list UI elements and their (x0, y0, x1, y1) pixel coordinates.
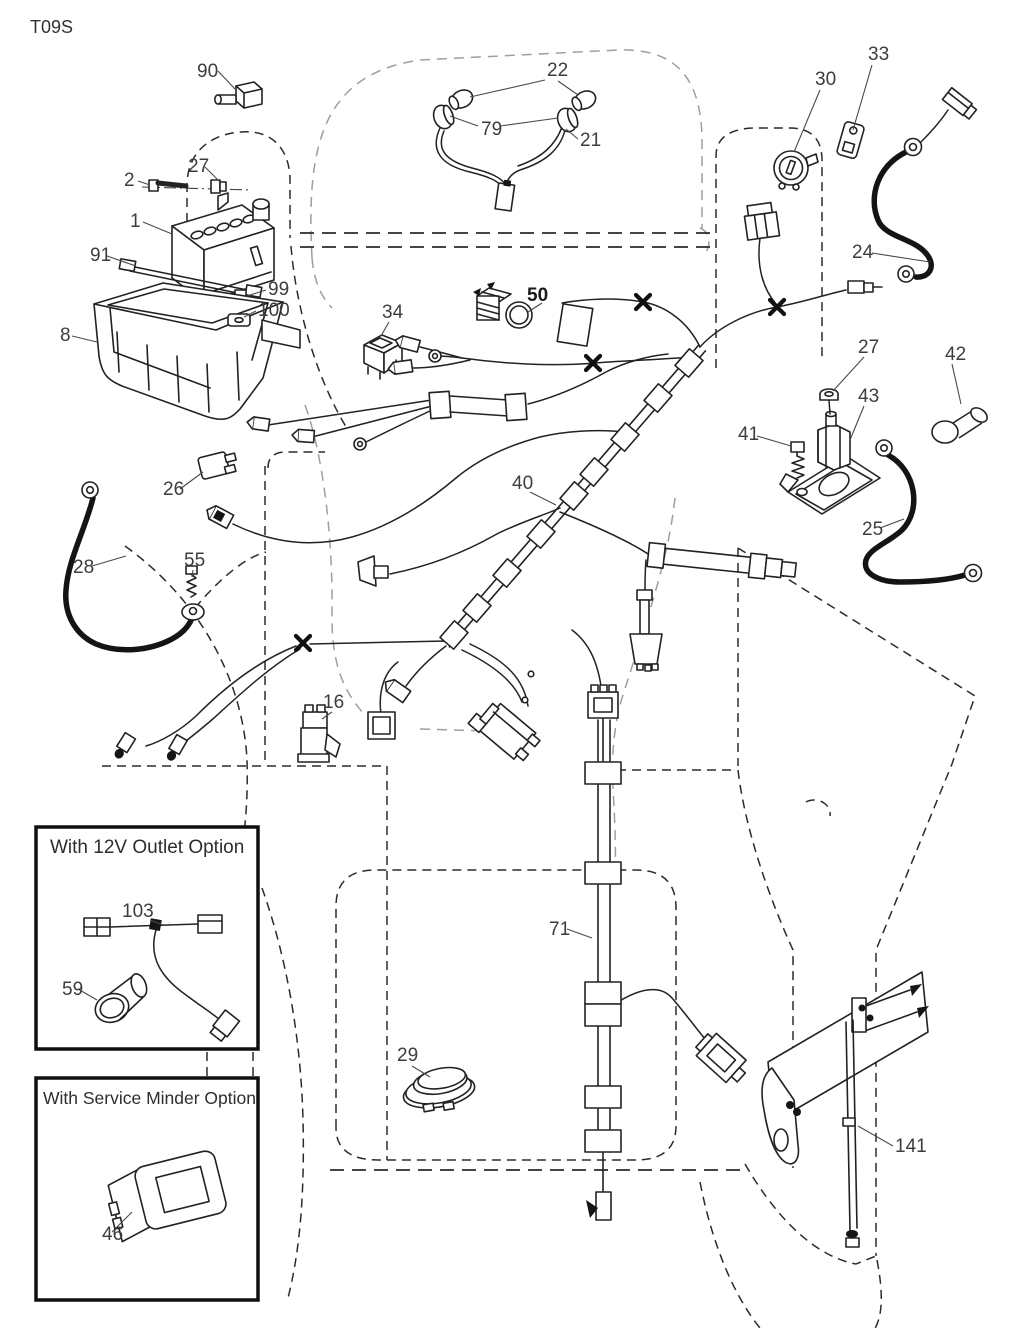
callout-34: 34 (382, 302, 404, 323)
callout-41: 41 (738, 424, 760, 445)
fuse-26 (198, 449, 239, 479)
callout-99: 99 (268, 279, 290, 300)
plug-g (358, 556, 388, 586)
outlet-option-box (36, 827, 258, 1049)
headlight-assembly (430, 87, 598, 211)
callout-59: 59 (62, 979, 84, 1000)
battery-bracket (218, 193, 228, 210)
callout-30: 30 (815, 69, 837, 90)
small-plug-right (848, 281, 882, 293)
diagram-title: T09S (30, 17, 74, 37)
callout-16: 16 (323, 692, 345, 713)
interlock-switch-16 (298, 705, 340, 762)
service-minder-option-box (36, 1078, 258, 1300)
sensor-connector (630, 590, 662, 671)
callout-26: 26 (163, 479, 185, 500)
rod-assembly-141 (762, 972, 929, 1247)
callout-1: 1 (130, 211, 141, 232)
inline-fuse-2 (647, 543, 797, 582)
callout-46: 46 (102, 1224, 124, 1245)
callout-27b: 27 (858, 337, 880, 358)
harness-71 (585, 685, 621, 1220)
relay-50 (473, 282, 532, 328)
callout-40: 40 (512, 473, 534, 494)
solenoid-bolt-41 (791, 442, 804, 478)
callout-91: 91 (90, 245, 112, 266)
connector-f (692, 1029, 752, 1087)
plug-e (204, 503, 234, 528)
fuel-cap-29 (400, 1063, 478, 1117)
tag-plate (557, 304, 593, 346)
callout-8: 8 (60, 325, 71, 346)
ground-cable-25 (865, 440, 981, 582)
dash-connector (743, 202, 779, 240)
battery-box-bracket (262, 320, 300, 348)
harness-clips (440, 349, 703, 649)
callout-141: 141 (895, 1136, 927, 1157)
solenoid-nut-27 (820, 389, 838, 400)
callout-29: 29 (397, 1045, 419, 1066)
seat-switch-connector (468, 696, 542, 766)
callout-2: 2 (124, 170, 135, 191)
probe-terminal-1 (111, 733, 135, 761)
connector-90 (215, 82, 262, 108)
hood-outline (311, 50, 702, 258)
probe-terminal-2 (164, 735, 187, 764)
callout-43: 43 (858, 386, 880, 407)
callout-33: 33 (868, 44, 890, 65)
headlight-bulb-right (570, 88, 599, 114)
battery-nut (211, 180, 226, 193)
console-left-outline (305, 405, 364, 714)
ignition-key (836, 121, 865, 159)
console-right-outline (612, 498, 675, 870)
connector-d (368, 712, 395, 739)
callout-55: 55 (184, 550, 206, 571)
callout-42: 42 (945, 344, 967, 365)
headlight-bulb-left (447, 87, 476, 113)
callout-22: 22 (547, 60, 569, 81)
terminal-boot-42 (932, 405, 990, 443)
callout-90: 90 (197, 61, 219, 82)
callout-50: 50 (527, 285, 549, 306)
service-minder-title: With Service Minder Option (43, 1088, 256, 1108)
rear-fender-outline (738, 548, 975, 1264)
main-harness (440, 345, 705, 649)
callout-27a: 27 (188, 156, 210, 177)
outlet-option-title: With 12V Outlet Option (50, 837, 245, 858)
callout-103: 103 (122, 901, 154, 922)
ignition-switch (774, 151, 818, 190)
bullet-plugs (246, 334, 441, 450)
cable-24-plug (942, 88, 977, 120)
callout-79: 79 (481, 119, 503, 140)
battery-cable-24 (874, 88, 977, 282)
callout-24: 24 (852, 242, 874, 263)
plug-h (381, 676, 410, 702)
callout-71: 71 (549, 919, 571, 940)
inline-fuse-1 (429, 391, 527, 420)
headlight-connector (495, 179, 515, 211)
battery-bolt (149, 180, 186, 191)
callout-25: 25 (862, 519, 884, 540)
battery-terminal (253, 199, 269, 220)
harness-71-clips (585, 762, 621, 1152)
callout-28: 28 (73, 557, 95, 578)
callout-21: 21 (580, 130, 602, 151)
callout-100: 100 (258, 300, 290, 321)
footrest-outline (268, 452, 325, 468)
